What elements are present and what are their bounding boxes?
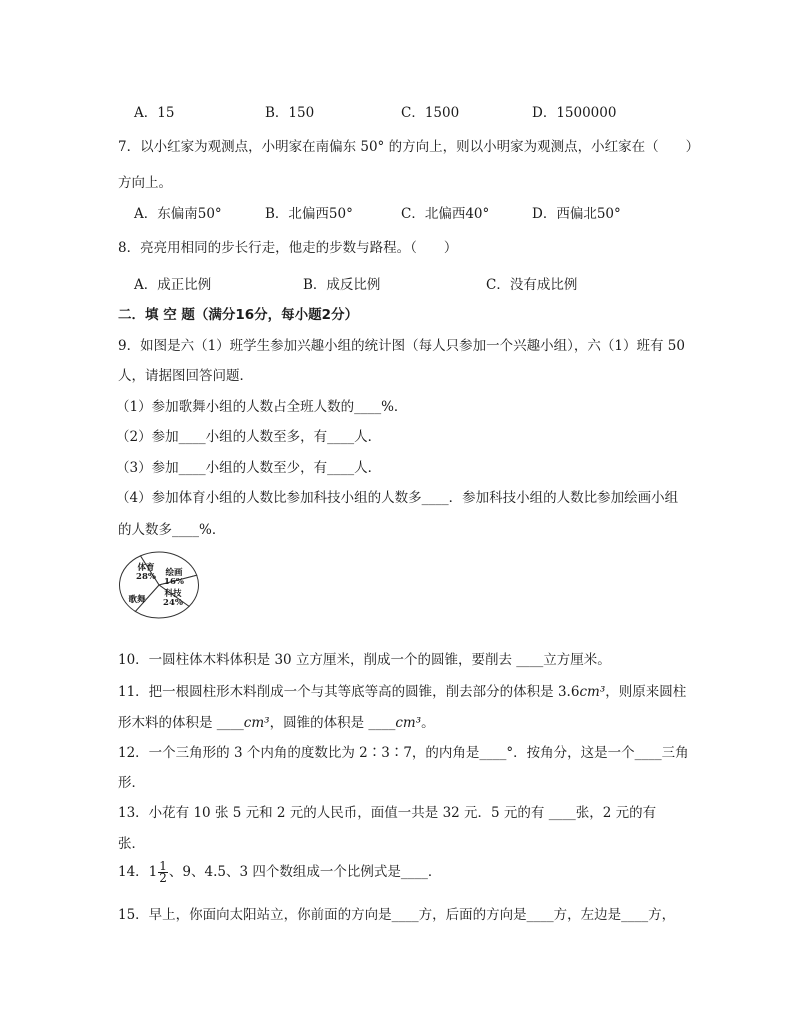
q11-unit-1: cm³ <box>579 684 606 700</box>
q7-question: 7．以小红家为观测点，小明家在南偏东 50° 的方向上，则以小明家为观测点，小红家在（ ） <box>118 139 700 155</box>
q7-option-d: D．西偏北50° <box>532 206 621 222</box>
q8-option-c: C．没有成比例 <box>486 277 578 293</box>
q6-option-a: A．15 <box>134 105 175 121</box>
q11-text-c: 形木料的体积是 ____ <box>118 715 244 731</box>
q14-question <box>118 858 441 886</box>
q9-sub4-cont: 的人数多____%． <box>118 522 226 538</box>
q9-sub3: （3）参加____小组的人数至少，有____人． <box>116 460 382 476</box>
q6-option-b: B．150 <box>265 105 315 121</box>
q11-unit-2: cm³ <box>243 715 270 731</box>
q9-question: 9．如图是六（1）班学生参加兴趣小组的统计图（每人只参加一个兴趣小组），六（1）班有 50 <box>118 338 685 354</box>
q11-question <box>118 680 686 700</box>
q14-fraction <box>158 861 168 884</box>
pie-value-1: 16% <box>164 577 184 587</box>
q13-question: 13．小花有 10 张 5 元和 2 元的人民币，面值一共是 32 元．5 元的有 ____张，2 元的有 <box>118 805 657 821</box>
q7-option-c: C．北偏西40° <box>401 206 490 222</box>
pie-label-3: 歌舞 <box>128 595 146 605</box>
q12-question: 12．一个三角形的 3 个内角的度数比为 2∶3∶7，的内角是____°．按角分，这是一个____三角 <box>118 745 689 761</box>
q15-question: 15．早上，你面向太阳站立，你前面的方向是____方，后面的方向是____方，左边是____方， <box>118 907 676 923</box>
q14-fraction-denominator: 2 <box>159 871 167 885</box>
q11-text-d: ，圆锥的体积是 ____ <box>269 715 396 731</box>
q9-sub1: （1）参加歌舞小组的人数占全班人数的____%． <box>116 399 408 415</box>
pie-value-0: 28% <box>136 572 156 582</box>
q11-unit-3: cm³ <box>395 715 422 731</box>
q10-question: 10．一圆柱体木料体积是 30 立方厘米，削成一个的圆锥，要削去 ____立方厘米。 <box>118 652 611 668</box>
q6-option-c: C．1500 <box>401 105 460 121</box>
interest-group-pie-chart <box>118 550 200 620</box>
section-title: 二．填 空 题（满分16分，每小题2分） <box>118 307 359 323</box>
q9-sub4: （4）参加体育小组的人数比参加科技小组的人数多____．参加科技小组的人数比参加绘画小组 <box>116 490 679 506</box>
q11-text-a: 11．把一根圆柱形木料削成一个与其等底等高的圆锥，削去部分的体积是 3.6 <box>118 684 580 700</box>
q8-option-a: A．成正比例 <box>134 277 212 293</box>
q14-suffix: 、9、4.5、3 四个数组成一个比例式是____． <box>168 864 442 880</box>
q7-question-cont: 方向上。 <box>118 175 172 191</box>
q9-sub2: （2）参加____小组的人数至多，有____人． <box>116 429 382 445</box>
q14-fraction-numerator: 1 <box>159 859 167 873</box>
q8-option-b: B．成反比例 <box>303 277 381 293</box>
pie-label-2: 科技 <box>164 589 182 599</box>
q6-option-d: D．1500000 <box>532 105 617 121</box>
q13-question-cont: 张． <box>118 836 145 852</box>
q8-question: 8．亮亮用相同的步长行走，他走的步数与路程。（ ） <box>118 240 458 256</box>
q12-question-cont: 形． <box>118 775 145 791</box>
pie-label-0: 体育 <box>137 563 155 573</box>
q11-text-b: ，则原来圆柱 <box>605 684 687 700</box>
q14-prefix: 14．1 <box>118 864 158 880</box>
q9-question-cont: 人，请据图回答问题． <box>118 368 253 384</box>
pie-value-2: 24% <box>163 598 183 608</box>
q11-text-e: 。 <box>421 715 435 731</box>
q7-option-a: A．东偏南50° <box>134 206 222 222</box>
q11-question-cont <box>118 711 435 731</box>
q7-option-b: B．北偏西50° <box>265 206 353 222</box>
pie-label-1: 绘画 <box>165 568 183 578</box>
